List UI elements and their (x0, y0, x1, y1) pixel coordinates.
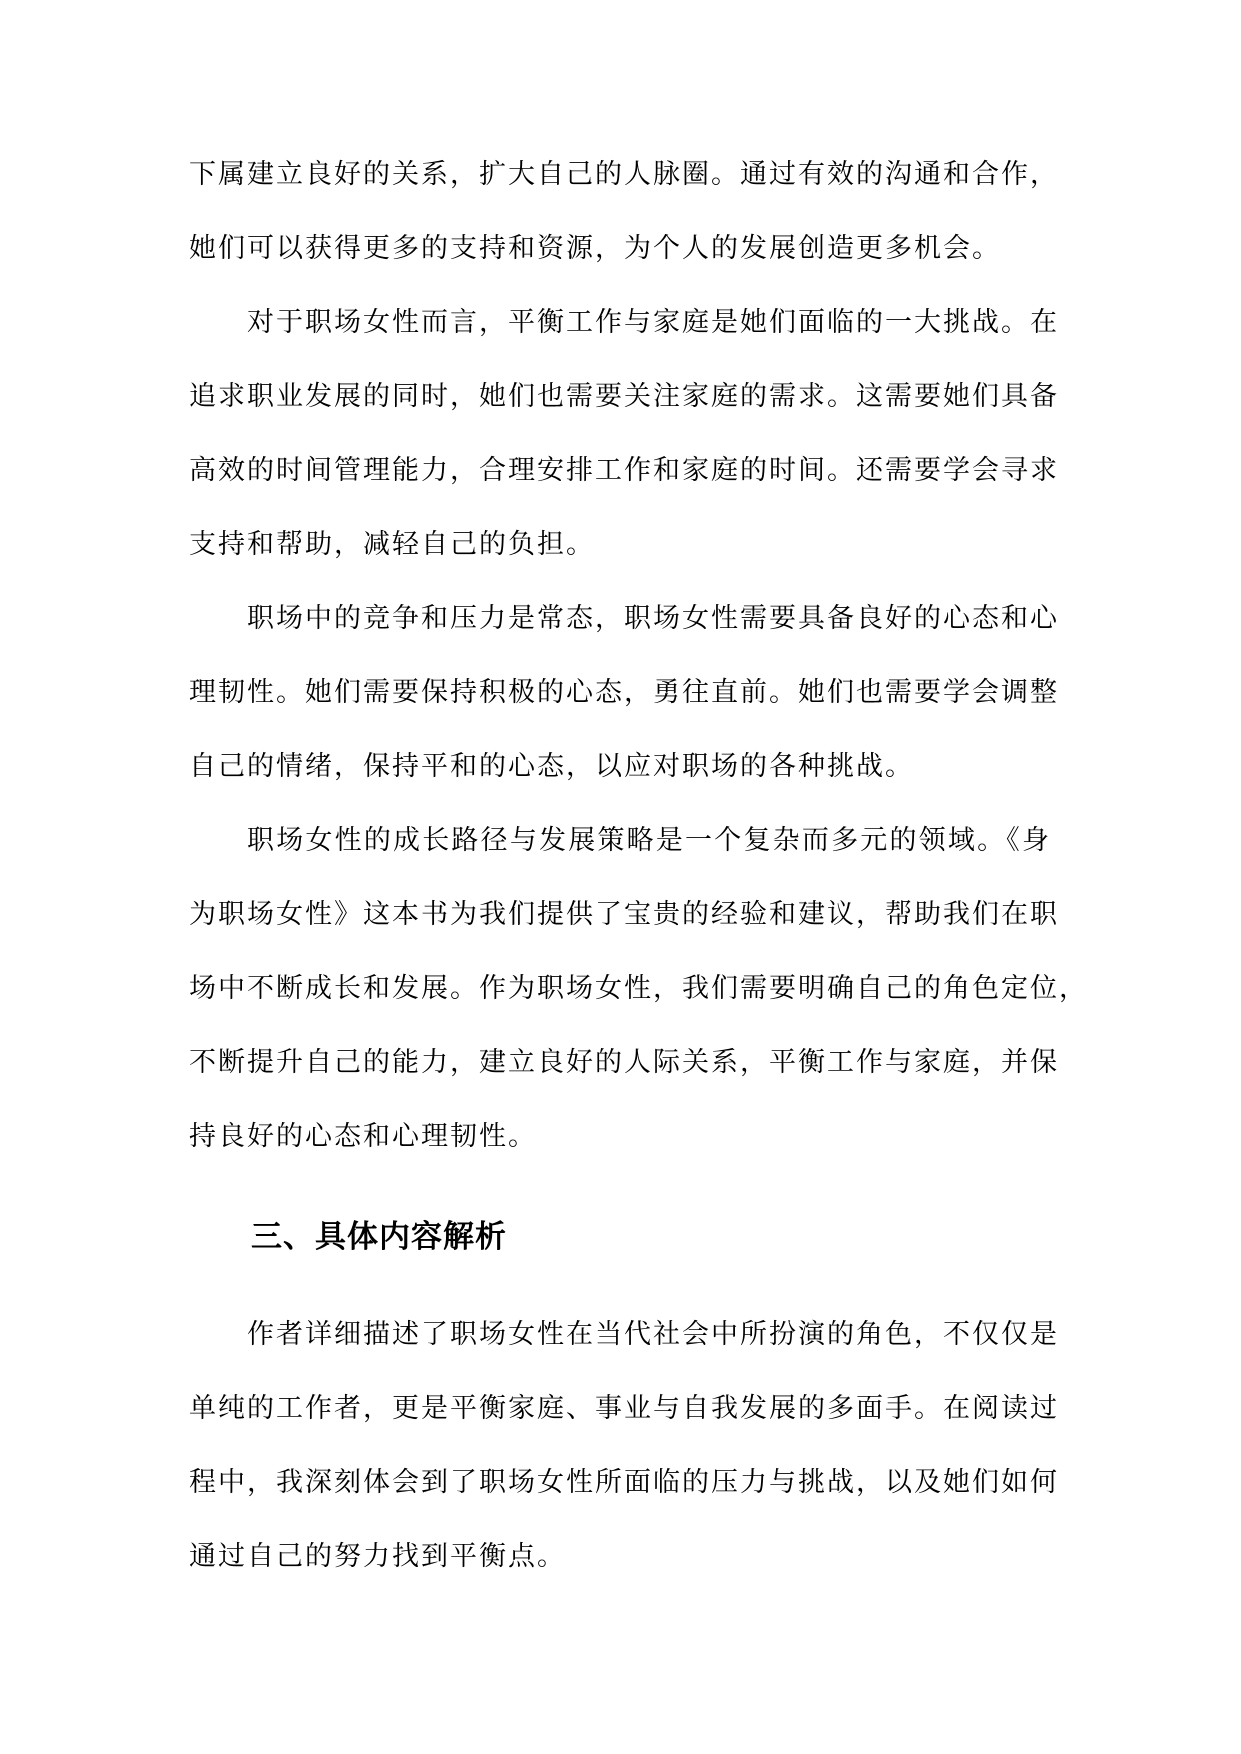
paragraph-line: 职场中的竞争和压力是常态，职场女性需要具备良好的心态和心 (247, 603, 1059, 634)
paragraph-line: 理韧性。她们需要保持积极的心态，勇往直前。她们也需要学会调整 (189, 677, 1059, 708)
paragraph-line: 通过自己的努力找到平衡点。 (189, 1541, 566, 1572)
paragraph-line: 作者详细描述了职场女性在当代社会中所扮演的角色，不仅仅是 (247, 1319, 1059, 1350)
paragraph-line: 她们可以获得更多的支持和资源，为个人的发展创造更多机会。 (189, 233, 1001, 264)
section-paragraph-1 (189, 1298, 1059, 1594)
section-heading: 三、具体内容解析 (251, 1219, 507, 1255)
paragraph-line: 持良好的心态和心理韧性。 (189, 1121, 537, 1152)
paragraph-line: 高效的时间管理能力，合理安排工作和家庭的时间。还需要学会寻求 (189, 455, 1059, 486)
paragraph-line: 场中不断成长和发展。作为职场女性，我们需要明确自己的角色定位， (189, 973, 1088, 1004)
paragraph-line: 自己的情绪，保持平和的心态，以应对职场的各种挑战。 (189, 751, 914, 782)
paragraph-line: 支持和帮助，减轻自己的负担。 (189, 529, 595, 560)
document-body (189, 138, 1088, 1594)
paragraph-line: 不断提升自己的能力，建立良好的人际关系，平衡工作与家庭，并保 (189, 1047, 1059, 1078)
paragraph-line: 对于职场女性而言，平衡工作与家庭是她们面临的一大挑战。在 (247, 307, 1059, 338)
paragraph-1 (189, 138, 1059, 286)
paragraph-line: 程中，我深刻体会到了职场女性所面临的压力与挑战，以及她们如何 (189, 1467, 1059, 1498)
paragraph-line: 追求职业发展的同时，她们也需要关注家庭的需求。这需要她们具备 (189, 381, 1059, 412)
paragraph-3 (189, 582, 1059, 804)
paragraph-line: 单纯的工作者，更是平衡家庭、事业与自我发展的多面手。在阅读过 (189, 1393, 1059, 1424)
paragraph-4 (189, 804, 1088, 1174)
paragraph-line: 为职场女性》这本书为我们提供了宝贵的经验和建议，帮助我们在职 (189, 899, 1059, 930)
paragraph-line: 下属建立良好的关系，扩大自己的人脉圈。通过有效的沟通和合作， (189, 159, 1059, 190)
paragraph-2 (189, 286, 1059, 582)
paragraph-line: 职场女性的成长路径与发展策略是一个复杂而多元的领域。《身 (247, 825, 1051, 856)
